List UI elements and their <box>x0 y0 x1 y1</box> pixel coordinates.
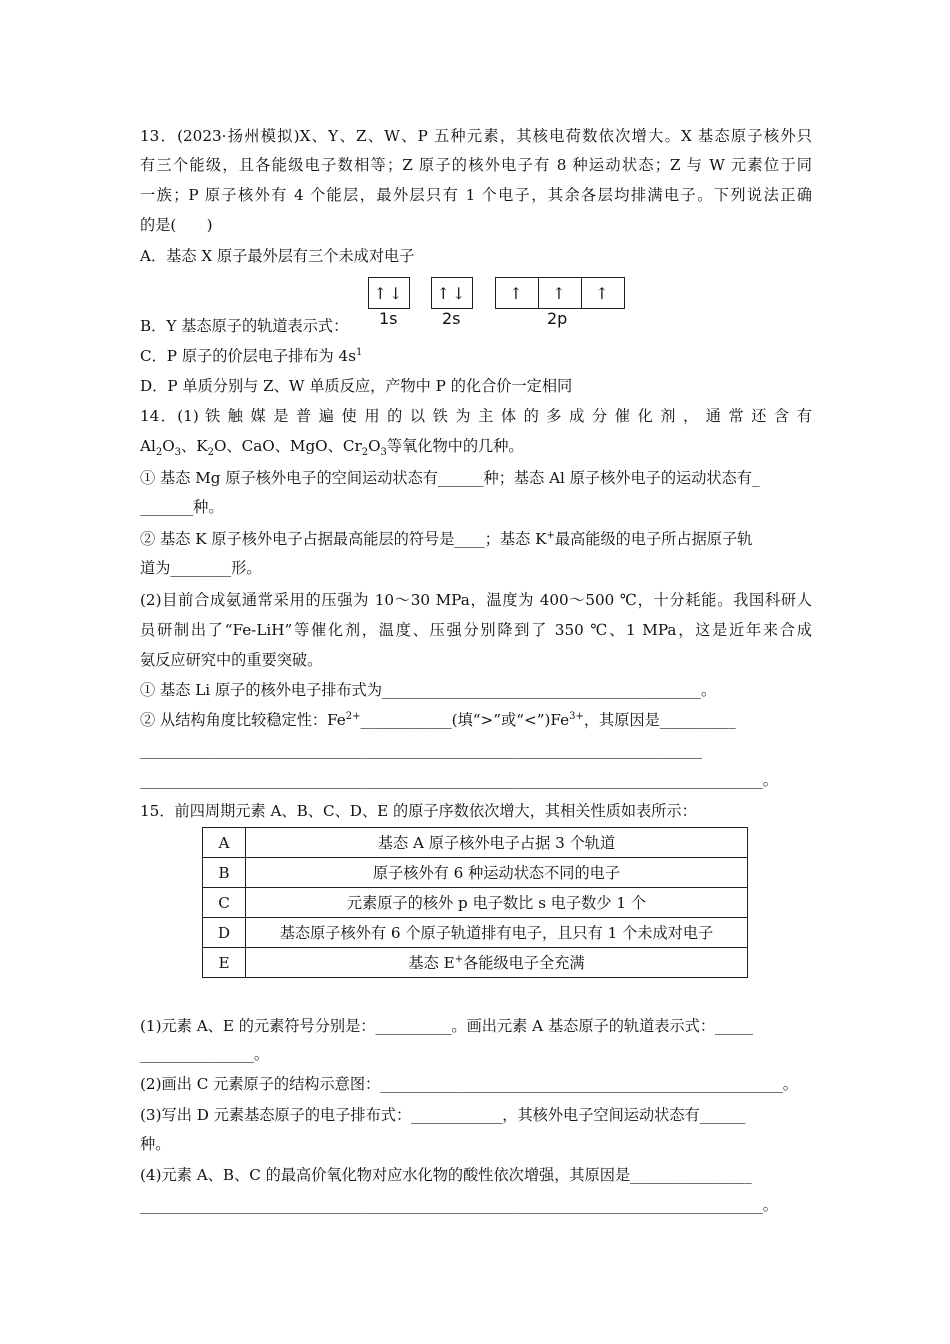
table-key: E <box>203 948 246 978</box>
orbital-box-2p <box>495 277 625 309</box>
q14-sub-4 <box>140 709 736 731</box>
oxide-sub: 3 <box>174 447 182 459</box>
table-desc-text: 各能级电子全充满 <box>463 954 585 972</box>
q13-option-d: D．P 单质分别与 Z、W 单质反应，产物中 P 的化合价一定相同 <box>140 377 573 395</box>
q14-sub-4-text: ____________(填“>”或“<”)Fe <box>360 711 570 729</box>
table-desc: 元素原子的核外 p 电子数比 s 电子数少 1 个 <box>246 888 748 918</box>
q15-sub-4a: (4)元素 A、B、C 的最高价氧化物对应水化物的酸性依次增强，其原因是________________ <box>140 1166 752 1184</box>
q14-sub-2a-text: ② 基态 K 原子核外电子占据最高能层的符号是____；基态 K <box>140 530 547 548</box>
table-row <box>203 858 748 888</box>
q13-option-a: A．基态 X 原子最外层有三个未成对电子 <box>140 247 415 265</box>
oxide-text: Al <box>140 437 156 455</box>
q13-option-c-text: C．P 原子的价层电子排布为 4s <box>140 347 357 365</box>
element-properties-table <box>202 827 748 978</box>
oxide-text: O <box>162 437 175 455</box>
q13-option-b: B．Y 基态原子的轨道表示式： <box>140 317 349 335</box>
table-desc <box>246 948 748 978</box>
q13-option-c-sup: 1 <box>356 346 363 358</box>
oxide-sub: 3 <box>380 447 387 459</box>
q14-sub-1a: ① 基态 Mg 原子核外电子的空间运动状态有______种；基态 Al 原子核外电子的运动状态有_ <box>140 469 760 487</box>
oxide-sub: 2 <box>361 447 369 459</box>
q14-sub-4-sup: 2+ <box>345 710 361 722</box>
oxide-sub: 2 <box>207 447 214 459</box>
orbital-arrow-2p-3: ↑ <box>595 283 611 303</box>
table-key: D <box>203 918 246 948</box>
q14-part2-line-1: (2)目前合成氨通常采用的压强为 10～30 MPa，温度为 400～500 ℃，十分耗能。我国科研人 <box>140 591 812 609</box>
oxide-text: 、K <box>181 437 208 455</box>
q14-sub-4-sup: 3+ <box>569 710 584 722</box>
table-key: C <box>203 888 246 918</box>
q15-sub-1b: _______________。 <box>140 1045 270 1063</box>
q14-sub-4-text: ，其原因是__________ <box>583 711 736 729</box>
orbital-box-2s <box>431 277 473 309</box>
table-desc-sup: + <box>454 953 464 965</box>
q15-sub-3a: (3)写出 D 元素基态原子的电子排布式：____________，其核外电子空间运动状态有______ <box>140 1106 746 1124</box>
q15-sub-4b: __________________________________________________________________________________。 <box>140 1196 778 1214</box>
q14-sub-2a <box>140 528 752 550</box>
q14-part2-line-3: 氨反应研究中的重要突破。 <box>140 651 323 669</box>
q15-sub-1a: (1)元素 A、E 的元素符号分别是：__________。画出元素 A 基态原子的轨道表示式：_____ <box>140 1017 754 1035</box>
q14-oxides-line <box>140 435 524 457</box>
table-key: A <box>203 828 246 858</box>
oxide-text: O、CaO、MgO、Cr <box>213 437 362 455</box>
table-row <box>203 888 748 918</box>
table-row <box>203 918 748 948</box>
q13-option-c <box>140 345 362 367</box>
table-row <box>203 948 748 978</box>
table-desc: 原子核外有 6 种运动状态不同的电子 <box>246 858 748 888</box>
table-desc-text: 基态 E <box>408 954 455 972</box>
oxide-text: O <box>368 437 381 455</box>
orbital-arrow-2p-1: ↑ <box>496 278 539 308</box>
q14-sub-1b: _______种。 <box>140 498 224 516</box>
q14-answer-blank-1: __________________________________________________________________________ <box>140 741 702 759</box>
orbital-arrows-1s: ↑↓ <box>373 283 405 303</box>
q14-line-1: 14．(1) 铁 触 媒 是 普 遍 使 用 的 以 铁 为 主 体 的 多 成 分 催 化 剂 ， 通 常 还 含 有 <box>140 407 812 425</box>
q13-stem-line-3: 一族；P 原子核外有 4 个能层，最外层只有 1 个电子，其余各层均排满电子。下列说法正确 <box>140 186 812 204</box>
q14-sub-2b: 道为________形。 <box>140 559 262 577</box>
table-desc: 基态原子核外有 6 个原子轨道排有电子，且只有 1 个未成对电子 <box>246 918 748 948</box>
q14-sub-2a-sup: + <box>546 529 555 541</box>
oxide-text: 等氧化物中的几种。 <box>386 437 524 455</box>
q14-answer-blank-2: __________________________________________________________________________________。 <box>140 771 778 789</box>
q14-part2-line-2: 员研制出了“Fe-LiH”等催化剂，温度、压强分别降到了 350 ℃、1 MPa，这是近年来合成 <box>140 621 812 639</box>
orbital-box-1s <box>368 277 410 309</box>
orbital-label-1s: 1s <box>379 309 398 328</box>
q13-stem-line-1: 13．(2023·扬州模拟)X、Y、Z、W、P 五种元素，其核电荷数依次增大。X 基态原子核外只 <box>140 127 812 145</box>
orbital-label-2s: 2s <box>442 309 461 328</box>
q14-sub-4-text: ② 从结构角度比较稳定性：Fe <box>140 711 346 729</box>
q14-sub-3: ① 基态 Li 原子的核外电子排布式为__________________________________________。 <box>140 681 717 699</box>
q13-stem-line-2: 有三个能级，且各能级电子数相等；Z 原子的核外电子有 8 种运动状态；Z 与 W 元素位于同 <box>140 156 812 174</box>
oxide-sub: 2 <box>155 447 163 459</box>
q13-stem-line-4: 的是( ) <box>140 216 213 234</box>
q15-sub-2: (2)画出 C 元素原子的结构示意图：_____________________________________________________。 <box>140 1075 798 1093</box>
table-row <box>203 828 748 858</box>
table-desc: 基态 A 原子核外电子占据 3 个轨道 <box>246 828 748 858</box>
orbital-arrow-2p-2: ↑ <box>539 278 582 308</box>
q15-intro: 15．前四周期元素 A、B、C、D、E 的原子序数依次增大，其相关性质如表所示： <box>140 802 697 820</box>
table-key: B <box>203 858 246 888</box>
orbital-arrows-2s: ↑↓ <box>436 283 468 303</box>
orbital-label-2p: 2p <box>547 309 568 328</box>
q14-sub-2a-text: 最高能级的电子所占据原子轨 <box>554 530 753 548</box>
q15-sub-3b: 种。 <box>140 1135 171 1153</box>
